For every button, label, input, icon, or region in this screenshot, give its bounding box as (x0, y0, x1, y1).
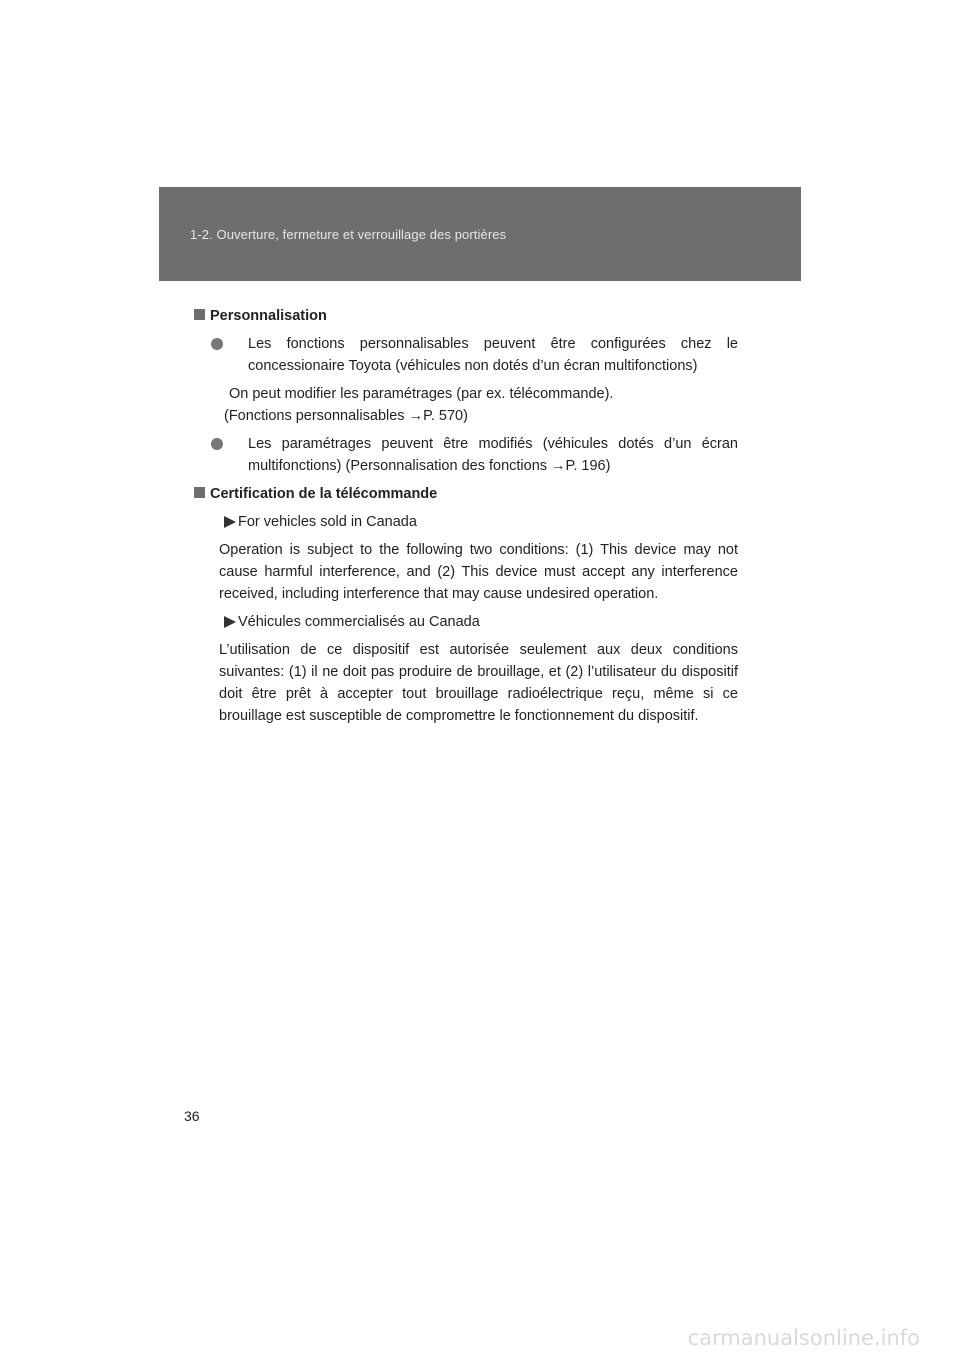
bullet-item-dealer-customization (211, 333, 738, 377)
section-heading-certification (193, 483, 738, 505)
certification-text-french: L’utilisation de ce dispositif est autorisée seulement aux deux conditions suivantes: (1) il ne doit pas produire de brouillage, et (2) l’utilisateur du dispositif doit être prêt à accepter tout brouillage radioélectrique reçu, même si ce brouillage est susceptible de compromettre le fonctionnement du dispositif. (219, 642, 738, 724)
certification-text-english: Operation is subject to the following two conditions: (1) This device may not cause harmful interference, and (2) This device must accept any interference received, including interference that may cause undesired operation. (219, 542, 738, 602)
triangle-arrow-icon (224, 516, 236, 528)
circle-bullet-icon (211, 338, 223, 350)
chapter-header (159, 187, 801, 281)
note-line: On peut modifier les paramétrages (par ex. télécommande). (229, 386, 614, 402)
circle-bullet-icon (211, 438, 223, 450)
watermark: carmanualsonline.info (687, 1326, 920, 1350)
square-bullet-icon (194, 309, 205, 320)
section-heading-text: Certification de la télécommande (210, 486, 438, 502)
note-line-reference: (Fonctions personnalisables →P. 570) (224, 408, 468, 424)
note-block (193, 383, 738, 427)
page-number: 36 (184, 1108, 200, 1124)
square-bullet-icon (194, 487, 205, 498)
section-heading-personnalisation (193, 305, 738, 327)
sub-heading-canada-english (219, 511, 738, 533)
bullet-text: Les paramétrages peuvent être modifiés (véhicules dotés d’un écran multifonctions) (Personnalisation des fonctions →P. 196) (248, 436, 738, 474)
page-content (193, 305, 738, 733)
chapter-title: 1-2. Ouverture, fermeture et verrouillage des portières (190, 227, 507, 242)
section-heading-text: Personnalisation (210, 308, 327, 324)
sub-heading-text: For vehicles sold in Canada (238, 514, 417, 530)
triangle-arrow-icon (224, 616, 236, 628)
bullet-item-display-customization (211, 433, 738, 477)
sub-heading-canada-french (219, 611, 738, 633)
bullet-text: Les fonctions personnalisables peuvent être configurées chez le concessionaire Toyota (véhicules non dotés d’un écran multifonctions) (248, 336, 738, 374)
sub-heading-text: Véhicules commercialisés au Canada (238, 614, 480, 630)
